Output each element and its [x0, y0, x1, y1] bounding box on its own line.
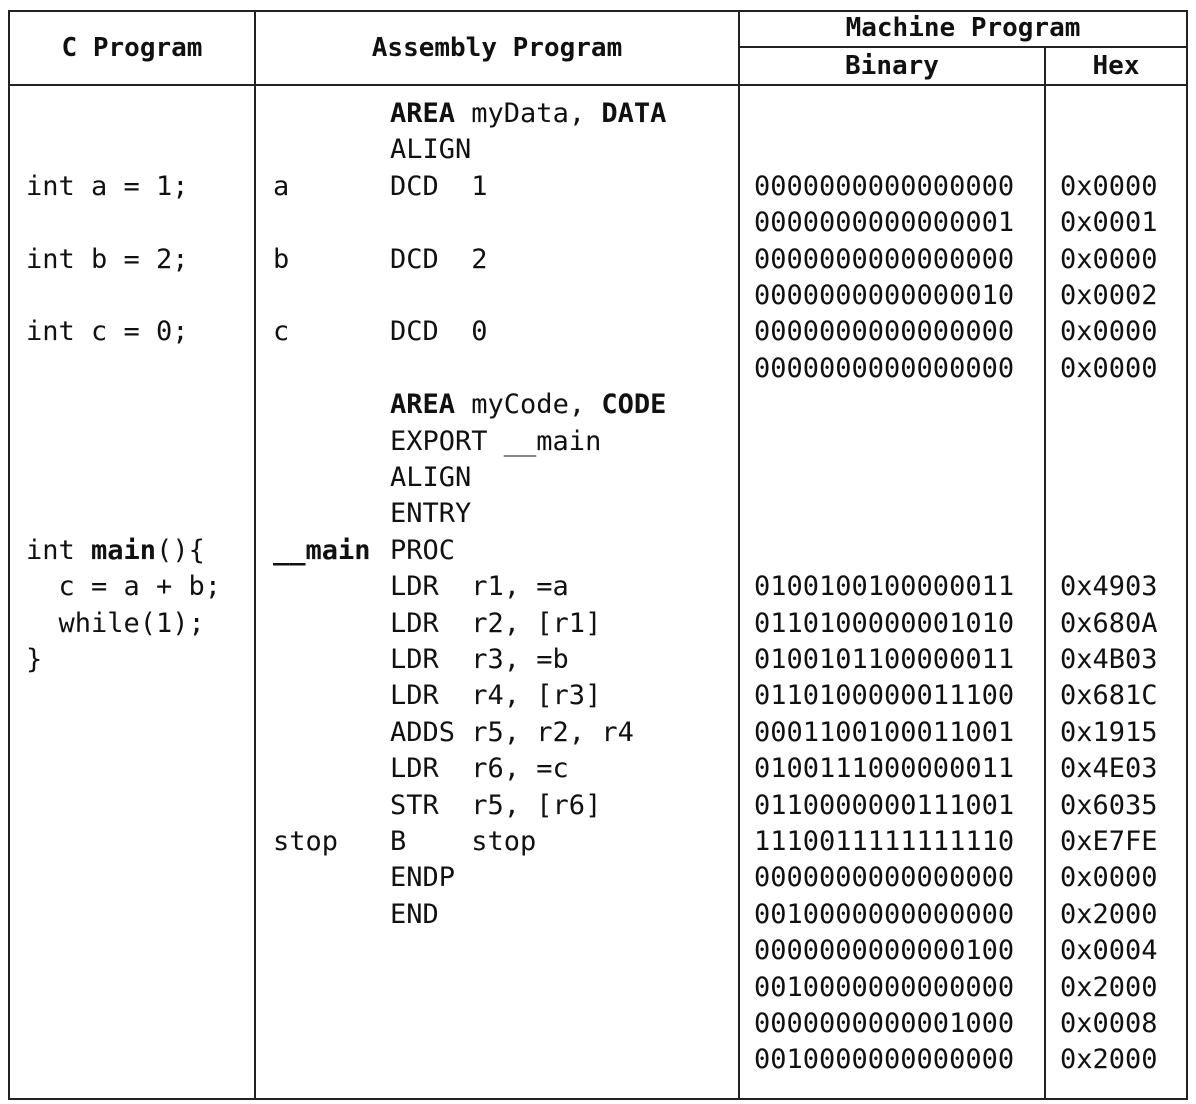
asm-instruction	[390, 99, 666, 129]
header-binary: Binary	[845, 51, 939, 81]
column-divider-asm-machine	[738, 10, 740, 1100]
asm-instruction	[390, 681, 601, 711]
asm-instruction	[390, 791, 601, 821]
asm-instruction	[390, 863, 455, 893]
hex-value: 0x681C	[1060, 680, 1158, 711]
asm-instruction	[390, 499, 471, 529]
hex-value: 0x0000	[1060, 862, 1158, 893]
column-divider-c-asm	[254, 10, 256, 1100]
c-code-line: int c = 0;	[26, 316, 189, 347]
asm-instruction	[390, 463, 471, 493]
binary-value: 0000000000000000	[754, 171, 1015, 202]
hex-value: 0x0000	[1060, 353, 1158, 384]
header-bottom-divider	[8, 84, 1188, 86]
asm-instruction	[390, 536, 455, 566]
asm-instruction-part: LDR r2, [r1]	[390, 608, 602, 639]
c-code-line-part: (){	[156, 535, 205, 566]
binary-value: 0110100000011100	[754, 680, 1015, 711]
binary-value: 0000000000000100	[754, 935, 1015, 966]
hex-value: 0x1915	[1060, 717, 1158, 748]
asm-label: a	[273, 171, 290, 202]
asm-label: __main	[273, 535, 371, 566]
hex-value: 0x4903	[1060, 571, 1158, 602]
c-code-line: int a = 1;	[26, 171, 189, 202]
hex-value: 0x0000	[1060, 244, 1158, 275]
asm-instruction	[390, 390, 666, 420]
hex-value: 0x4E03	[1060, 753, 1158, 784]
asm-instruction	[390, 900, 439, 930]
header-c-program: C Program	[61, 33, 203, 63]
header-assembly-program: Assembly Program	[371, 33, 623, 63]
asm-instruction-part: LDR r3, =b	[390, 644, 569, 675]
hex-value: 0x0000	[1060, 171, 1158, 202]
c-code-line: int b = 2;	[26, 244, 189, 275]
asm-instruction-part: DCD 1	[390, 171, 488, 202]
hex-value: 0x6035	[1060, 790, 1158, 821]
asm-instruction	[390, 317, 488, 347]
column-divider-binary-hex	[1044, 46, 1046, 1100]
asm-instruction-part: ADDS r5, r2, r4	[390, 717, 634, 748]
header-machine-program: Machine Program	[845, 13, 1081, 43]
binary-value: 0000000000000000	[754, 353, 1015, 384]
binary-value: 0001100100011001	[754, 717, 1015, 748]
asm-instruction-part: END	[390, 899, 439, 930]
binary-value: 0010000000000000	[754, 1044, 1015, 1075]
hex-value: 0x2000	[1060, 1044, 1158, 1075]
asm-instruction-part: LDR r4, [r3]	[390, 680, 602, 711]
asm-instruction	[390, 645, 569, 675]
asm-instruction-part: STR r5, [r6]	[390, 790, 602, 821]
asm-instruction-part: B stop	[390, 826, 537, 857]
binary-value: 0100111000000011	[754, 753, 1015, 784]
asm-instruction	[390, 827, 536, 857]
machine-header-divider	[738, 46, 1188, 48]
binary-value: 0000000000000000	[754, 862, 1015, 893]
asm-label: c	[273, 316, 290, 347]
binary-value: 0110100000001010	[754, 608, 1015, 639]
c-code-line	[26, 536, 205, 566]
hex-value: 0x4B03	[1060, 644, 1158, 675]
c-code-line-part: main	[91, 535, 157, 566]
binary-value: 0000000000000010	[754, 280, 1015, 311]
hex-value: 0x0000	[1060, 316, 1158, 347]
binary-value: 0110000000111001	[754, 790, 1015, 821]
c-code-line-part: int	[26, 535, 92, 566]
binary-value: 0000000000001000	[754, 1008, 1015, 1039]
hex-value: 0x2000	[1060, 972, 1158, 1003]
asm-instruction-part: DATA	[601, 98, 667, 129]
binary-value: 0000000000000000	[754, 316, 1015, 347]
hex-value: 0x0004	[1060, 935, 1158, 966]
asm-instruction-part: ALIGN	[390, 134, 472, 165]
asm-instruction-part: EXPORT __main	[390, 426, 602, 457]
c-code-line: while(1);	[26, 608, 205, 639]
asm-instruction-part: ENDP	[390, 862, 456, 893]
asm-instruction-part: myCode,	[455, 389, 602, 420]
binary-value: 0010000000000000	[754, 899, 1015, 930]
asm-instruction-part: myData,	[455, 98, 602, 129]
hex-value: 0x2000	[1060, 899, 1158, 930]
asm-label: b	[273, 244, 290, 275]
asm-instruction	[390, 135, 471, 165]
header-hex: Hex	[1092, 51, 1140, 81]
asm-instruction	[390, 609, 601, 639]
asm-instruction	[390, 572, 569, 602]
asm-instruction-part: PROC	[390, 535, 456, 566]
asm-instruction	[390, 718, 634, 748]
asm-instruction-part: ALIGN	[390, 462, 472, 493]
hex-value: 0x0008	[1060, 1008, 1158, 1039]
asm-instruction	[390, 172, 488, 202]
asm-instruction-part: LDR r6, =c	[390, 753, 569, 784]
asm-instruction-part: DCD 0	[390, 316, 488, 347]
asm-instruction-part: DCD 2	[390, 244, 488, 275]
asm-instruction-part: AREA	[390, 98, 456, 129]
asm-instruction-part: AREA	[390, 389, 456, 420]
hex-value: 0x0002	[1060, 280, 1158, 311]
c-code-line: }	[26, 644, 43, 675]
binary-value: 0100101100000011	[754, 644, 1015, 675]
asm-instruction-part: ENTRY	[390, 498, 472, 529]
binary-value: 0000000000000001	[754, 207, 1015, 238]
hex-value: 0x680A	[1060, 608, 1158, 639]
binary-value: 0010000000000000	[754, 972, 1015, 1003]
asm-instruction-part: LDR r1, =a	[390, 571, 569, 602]
hex-value: 0x0001	[1060, 207, 1158, 238]
asm-instruction	[390, 754, 569, 784]
asm-label: stop	[273, 826, 339, 857]
asm-instruction-part: CODE	[601, 389, 667, 420]
c-code-line: c = a + b;	[26, 571, 222, 602]
binary-value: 1110011111111110	[754, 826, 1015, 857]
binary-value: 0100100100000011	[754, 571, 1015, 602]
asm-instruction	[390, 245, 488, 275]
hex-value: 0xE7FE	[1060, 826, 1158, 857]
binary-value: 0000000000000000	[754, 244, 1015, 275]
asm-instruction	[390, 427, 601, 457]
